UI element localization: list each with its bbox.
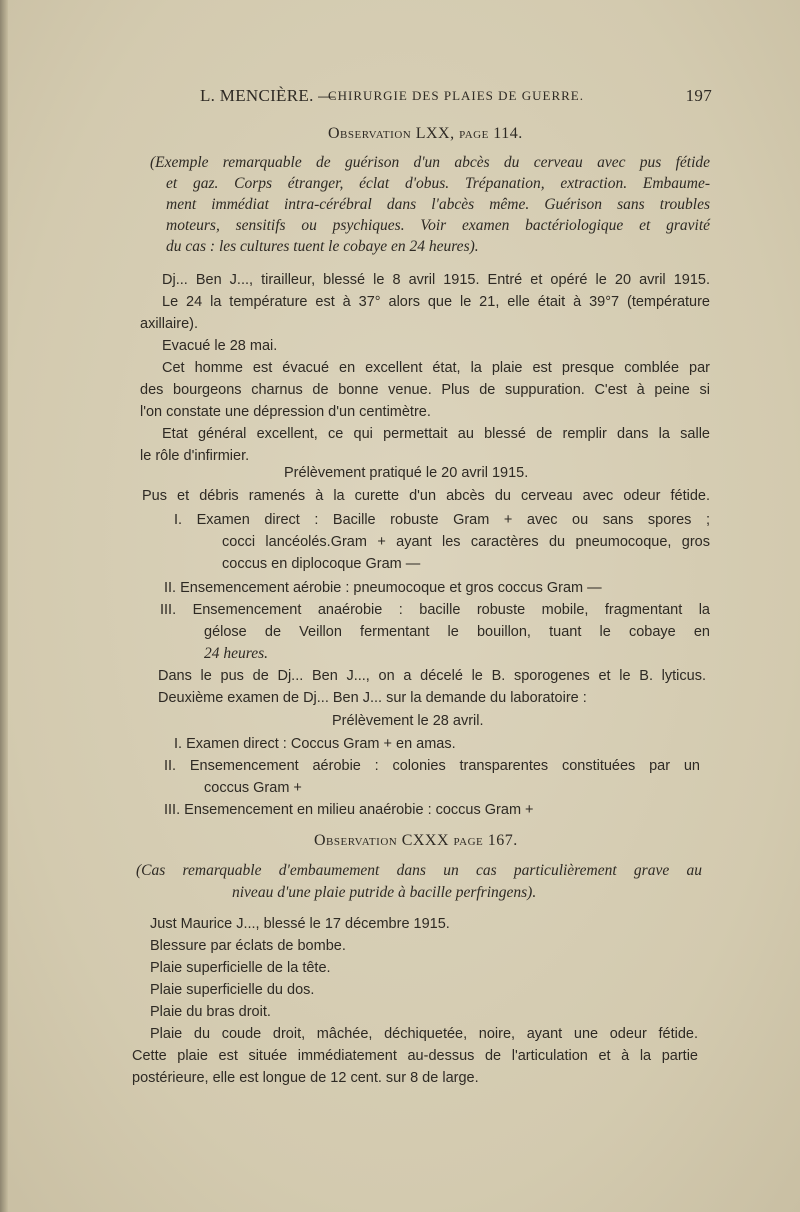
summary-line: moteurs, sensitifs ou psychiques. Voir examen bactériologique et gravité <box>166 217 710 234</box>
observation-heading: Observation CXXX page 167. <box>314 832 518 849</box>
body-line: Pus et débris ramenés à la curette d'un abcès du cerveau avec odeur fétide. <box>142 488 710 504</box>
summary-line: (Exemple remarquable de guérison d'un abcès du cerveau avec pus fétide <box>150 154 710 171</box>
summary-line: ment immédiat intra-cérébral dans l'abcès même. Guérison sans troubles <box>166 196 710 213</box>
body-line: axillaire). <box>140 316 199 332</box>
body-line: le rôle d'infirmier. <box>140 448 250 464</box>
body-line: Dj... Ben J..., tirailleur, blessé le 8 avril 1915. Entré et opéré le 20 avril 1915. <box>162 272 710 288</box>
body-line: Le 24 la température est à 37° alors que le 21, elle était à 39°7 (température <box>162 294 710 310</box>
prelevement-heading: Prélèvement le 28 avril. <box>332 713 484 729</box>
summary-line: niveau d'une plaie putride à bacille perfringens). <box>232 884 537 901</box>
body-line: l'on constate une dépression d'un centimètre. <box>140 404 431 420</box>
summary-line: et gaz. Corps étranger, éclat d'obus. Trépanation, extraction. Embaume- <box>166 175 710 192</box>
observation-heading: Observation LXX, page 114. <box>328 125 523 142</box>
body-line: Blessure par éclats de bombe. <box>150 938 346 954</box>
exam-line: cocci lancéolés.Gram + ayant les caractères du pneumocoque, gros <box>222 534 710 550</box>
exam-line: coccus en diplocoque Gram — <box>222 556 421 572</box>
exam-line: III. Ensemencement en milieu anaérobie : coccus Gram + <box>164 802 534 818</box>
body-line: Dans le pus de Dj... Ben J..., on a décelé le B. sporogenes et le B. lyticus. <box>158 668 706 684</box>
body-line: Etat général excellent, ce qui permettait au blessé de remplir dans la salle <box>162 426 710 442</box>
body-line: Deuxième examen de Dj... Ben J... sur la demande du laboratoire : <box>158 690 587 706</box>
header-author: L. MENCIÈRE. — <box>200 86 336 105</box>
prelevement-heading: Prélèvement pratiqué le 20 avril 1915. <box>284 465 529 481</box>
summary-line: du cas : les cultures tuent le cobaye en 24 heures). <box>166 238 479 255</box>
exam-line: gélose de Veillon fermentant le bouillon, tuant le cobaye en <box>204 624 710 640</box>
body-line: des bourgeons charnus de bonne venue. Plus de suppuration. C'est à peine si <box>140 382 710 398</box>
summary-line: (Cas remarquable d'embaumement dans un cas particulièrement grave au <box>136 862 702 879</box>
header-title: CHIRURGIE DES PLAIES DE GUERRE. <box>328 88 584 103</box>
body-line: Cet homme est évacué en excellent état, la plaie est presque comblée par <box>162 360 710 376</box>
body-line: postérieure, elle est longue de 12 cent. sur 8 de large. <box>132 1070 479 1086</box>
body-line: Just Maurice J..., blessé le 17 décembre 1915. <box>150 916 450 932</box>
exam-line: coccus Gram + <box>204 780 302 796</box>
body-line: Evacué le 28 mai. <box>162 338 278 354</box>
exam-line: III. Ensemencement anaérobie : bacille robuste mobile, fragmentant la <box>160 602 710 618</box>
exam-line: II. Ensemencement aérobie : colonies transparentes constituées par un <box>164 758 700 774</box>
exam-line: I. Examen direct : Coccus Gram + en amas. <box>174 736 456 752</box>
exam-line: II. Ensemencement aérobie : pneumocoque et gros coccus Gram — <box>164 580 602 596</box>
page-number: 197 <box>685 86 712 105</box>
body-line: Plaie superficielle du dos. <box>150 982 315 998</box>
page-edge <box>0 0 8 1212</box>
running-header <box>200 86 712 108</box>
body-line: Plaie du bras droit. <box>150 1004 271 1020</box>
body-line: Plaie du coude droit, mâchée, déchiquetée, noire, ayant une odeur fétide. <box>150 1026 698 1042</box>
body-line: Cette plaie est située immédiatement au-dessus de l'articulation et à la partie <box>132 1048 698 1064</box>
body-line: Plaie superficielle de la tête. <box>150 960 331 976</box>
exam-line: I. Examen direct : Bacille robuste Gram + avec ou sans spores ; <box>174 512 710 528</box>
exam-line: 24 heures. <box>204 645 268 662</box>
